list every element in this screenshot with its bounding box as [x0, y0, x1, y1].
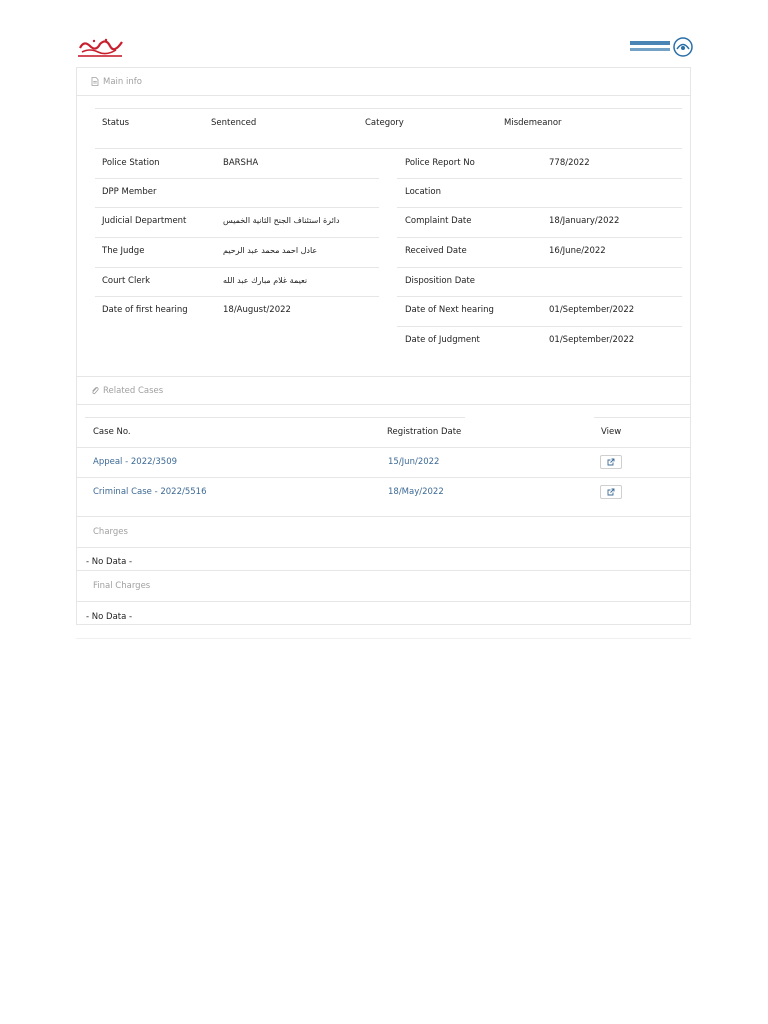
judgment-date-label: Date of Judgment [405, 335, 480, 345]
case-link-criminal[interactable]: Criminal Case - 2022/5516 [93, 487, 207, 497]
next-hearing-label: Date of Next hearing [405, 305, 494, 315]
court-clerk-value: نعيمة غلام مبارك عبد الله [223, 276, 308, 285]
status-value: Sentenced [211, 118, 257, 128]
judicial-department-label: Judicial Department [102, 216, 187, 226]
received-date-label: Received Date [405, 246, 467, 256]
charges-empty-text: - No Data - [86, 557, 133, 567]
category-label: Category [365, 118, 404, 128]
government-of-dubai-logo [76, 36, 126, 60]
main-info-title: Main info [103, 76, 142, 87]
complaint-date-label: Complaint Date [405, 216, 472, 226]
police-station-value: BARSHA [223, 158, 259, 168]
complaint-date-value: 18/January/2022 [549, 216, 620, 226]
first-hearing-label: Date of first hearing [102, 305, 188, 315]
judgment-date-value: 01/September/2022 [549, 335, 635, 345]
charges-header [77, 517, 690, 548]
final-charges-title: Final Charges [93, 581, 151, 591]
police-report-no-label: Police Report No [405, 158, 475, 168]
police-station-label: Police Station [102, 158, 160, 168]
col-registration-date: Registration Date [387, 427, 462, 437]
dpp-member-label: DPP Member [102, 187, 157, 197]
charges-card [76, 516, 691, 571]
main-info-header [77, 68, 690, 96]
case-date-criminal: 18/May/2022 [388, 487, 444, 497]
paperclip-icon [91, 386, 99, 395]
external-link-icon [607, 458, 615, 466]
related-cases-header [77, 377, 690, 405]
external-link-icon [607, 488, 615, 496]
judicial-department-value: دائرة استئناف الجنح الثانية الخميس [223, 216, 340, 225]
charges-title: Charges [93, 527, 128, 537]
final-charges-card [76, 570, 691, 625]
received-date-value: 16/June/2022 [549, 246, 606, 256]
case-date-appeal: 15/Jun/2022 [388, 457, 440, 467]
judge-value: عادل احمد محمد عبد الرحيم [223, 246, 318, 255]
col-view: View [601, 427, 622, 437]
case-link-appeal[interactable]: Appeal - 2022/3509 [93, 457, 178, 467]
location-label: Location [405, 187, 441, 197]
main-info-card [76, 67, 691, 377]
judge-label: The Judge [102, 246, 145, 256]
view-button[interactable] [600, 485, 622, 499]
first-hearing-value: 18/August/2022 [223, 305, 291, 315]
next-hearing-value: 01/September/2022 [549, 305, 635, 315]
final-charges-header [77, 571, 690, 602]
col-case-no: Case No. [93, 427, 131, 437]
court-clerk-label: Court Clerk [102, 276, 150, 286]
final-charges-empty-text: - No Data - [86, 612, 133, 622]
category-value: Misdemeanor [504, 118, 562, 128]
document-icon [91, 77, 99, 86]
public-prosecution-logo [628, 36, 694, 58]
status-label: Status [102, 118, 130, 128]
police-report-no-value: 778/2022 [549, 158, 590, 168]
related-cases-title: Related Cases [103, 385, 164, 396]
related-cases-card [76, 376, 691, 517]
disposition-date-label: Disposition Date [405, 276, 476, 286]
view-button[interactable] [600, 455, 622, 469]
